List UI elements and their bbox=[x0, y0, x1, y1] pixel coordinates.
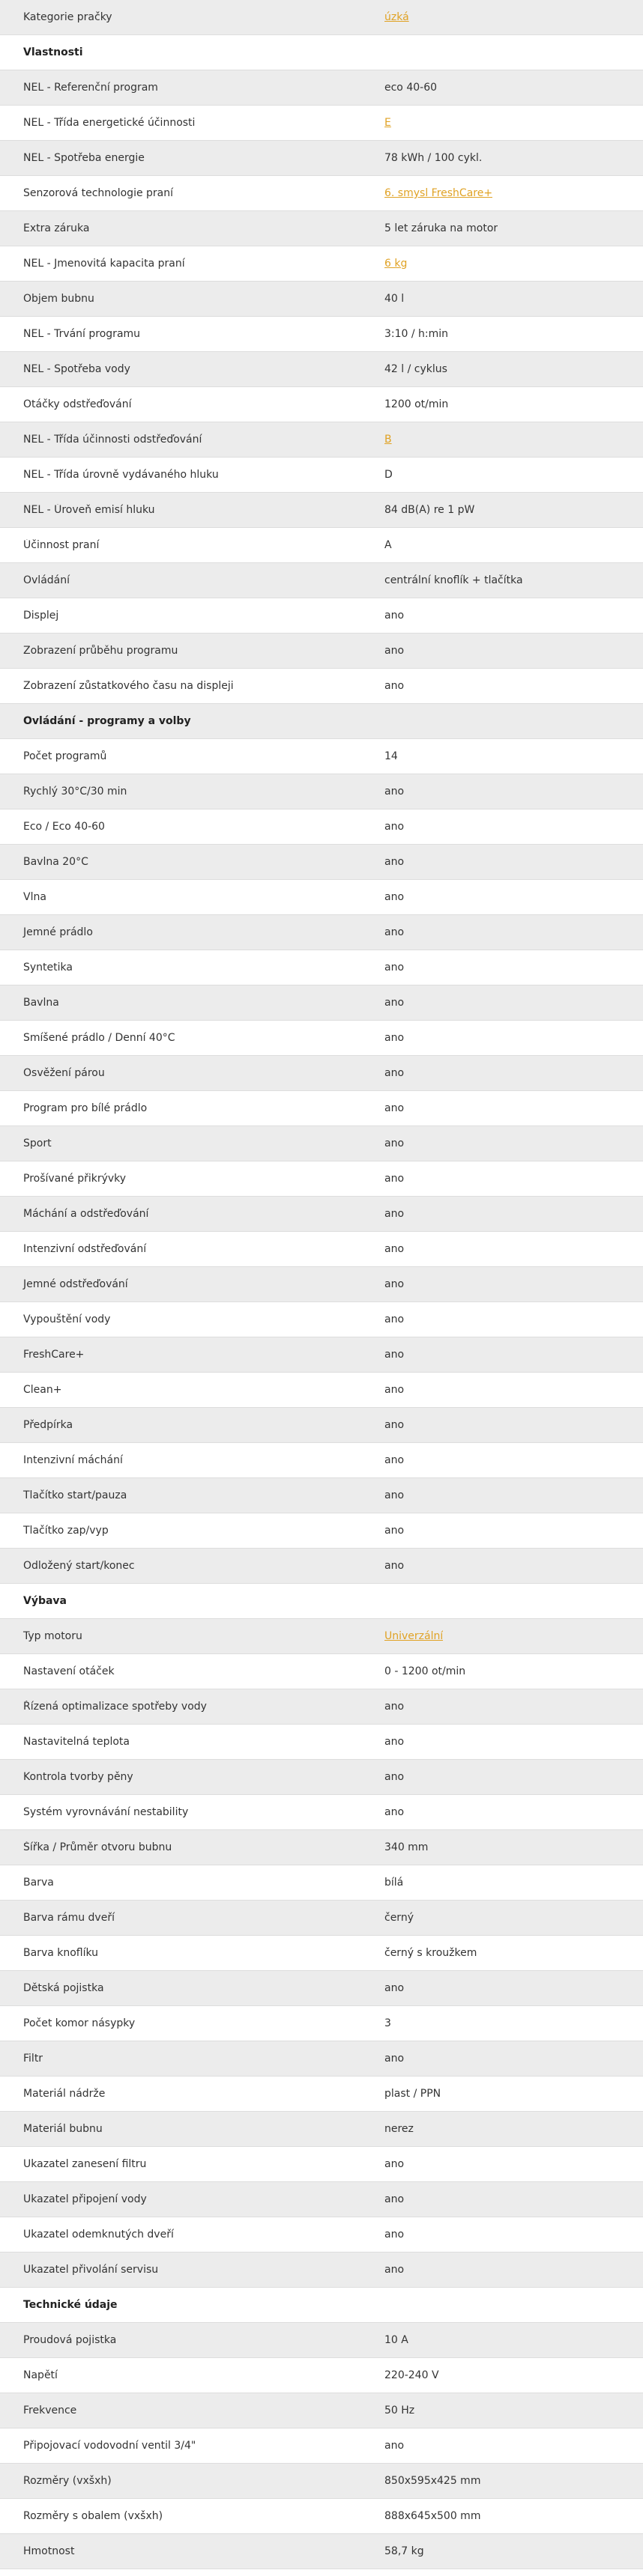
spec-value-cell: ano bbox=[384, 997, 405, 1009]
spec-label: NEL - Spotřeba vody bbox=[23, 363, 130, 375]
section-heading-row bbox=[0, 2288, 643, 2323]
spec-value-cell: ano bbox=[384, 1982, 405, 1994]
spec-value-cell: ano bbox=[384, 926, 405, 938]
spec-row bbox=[0, 2534, 643, 2569]
spec-label: Bavlna bbox=[23, 997, 59, 1009]
spec-row bbox=[0, 2323, 643, 2358]
section-heading: Vlastnosti bbox=[23, 46, 83, 58]
spec-row bbox=[0, 1936, 643, 1971]
spec-value-cell: černý s kroužkem bbox=[384, 1947, 477, 1959]
spec-value-cell: ano bbox=[384, 610, 405, 622]
spec-row bbox=[0, 1654, 643, 1689]
spec-label: Proudová pojistka bbox=[23, 2334, 117, 2346]
spec-label: NEL - Trvání programu bbox=[23, 328, 141, 340]
spec-label: Objem bubnu bbox=[23, 293, 94, 305]
spec-label: Kategorie pračky bbox=[23, 11, 112, 23]
spec-label: Osvěžení párou bbox=[23, 1067, 105, 1079]
spec-row bbox=[0, 563, 643, 598]
spec-value-cell: ano bbox=[384, 1701, 405, 1713]
spec-value-cell: ano bbox=[384, 1243, 405, 1255]
spec-label: Senzorová technologie praní bbox=[23, 187, 174, 199]
spec-row bbox=[0, 458, 643, 493]
spec-row bbox=[0, 845, 643, 880]
spec-row bbox=[0, 598, 643, 634]
spec-row bbox=[0, 1760, 643, 1795]
spec-value-cell: ano bbox=[384, 962, 405, 973]
spec-row bbox=[0, 2253, 643, 2288]
spec-row bbox=[0, 1126, 643, 1161]
spec-label: Řízená optimalizace spotřeby vody bbox=[23, 1701, 207, 1713]
spec-label: FreshCare+ bbox=[23, 1349, 85, 1361]
spec-value-cell: 42 l / cyklus bbox=[384, 363, 447, 375]
spec-value-cell: ano bbox=[384, 2264, 405, 2276]
spec-value-cell: ano bbox=[384, 891, 405, 903]
spec-label: Clean+ bbox=[23, 1384, 62, 1396]
spec-value-cell: ano bbox=[384, 2229, 405, 2241]
spec-value-cell: ano bbox=[384, 821, 405, 833]
spec-value-link[interactable]: 6 kg bbox=[384, 258, 408, 270]
spec-row bbox=[0, 739, 643, 774]
spec-label: Materiál nádrže bbox=[23, 2088, 106, 2100]
spec-row bbox=[0, 1408, 643, 1443]
spec-label: Prošívané přikrývky bbox=[23, 1173, 127, 1185]
spec-value-cell bbox=[384, 1630, 443, 1642]
spec-label: Frekvence bbox=[23, 2405, 77, 2416]
spec-label: Nastavitelná teplota bbox=[23, 1736, 130, 1748]
spec-value-cell: ano bbox=[384, 1489, 405, 1501]
spec-value-cell bbox=[384, 434, 392, 446]
spec-value-cell: 50 Hz bbox=[384, 2405, 415, 2416]
spec-row bbox=[0, 2147, 643, 2182]
spec-value-cell: 220-240 V bbox=[384, 2369, 439, 2381]
spec-row bbox=[0, 1091, 643, 1126]
spec-value-cell: ano bbox=[384, 1384, 405, 1396]
spec-row bbox=[0, 2428, 643, 2464]
spec-value-cell: 10 A bbox=[384, 2334, 408, 2346]
spec-label: Nastavení otáček bbox=[23, 1665, 115, 1677]
spec-row bbox=[0, 2217, 643, 2253]
spec-label: Sport bbox=[23, 1137, 52, 1149]
spec-row bbox=[0, 1549, 643, 1584]
spec-label: Typ motoru bbox=[23, 1630, 82, 1642]
spec-row bbox=[0, 493, 643, 528]
spec-label: NEL - Úroveň emisí hluku bbox=[23, 504, 155, 516]
spec-label: Barva knoflíku bbox=[23, 1947, 99, 1959]
spec-label: Smíšené prádlo / Denní 40°C bbox=[23, 1032, 175, 1044]
spec-value-cell: ano bbox=[384, 2053, 405, 2065]
spec-row bbox=[0, 774, 643, 809]
spec-value-cell: ano bbox=[384, 1454, 405, 1466]
spec-row bbox=[0, 1373, 643, 1408]
spec-row bbox=[0, 1443, 643, 1478]
spec-label: Vlna bbox=[23, 891, 46, 903]
spec-row bbox=[0, 634, 643, 669]
spec-label: Zobrazení zůstatkového času na displeji bbox=[23, 680, 234, 692]
spec-label: Ovládání bbox=[23, 574, 70, 586]
spec-label: Materiál bubnu bbox=[23, 2123, 103, 2135]
spec-label: Barva rámu dveří bbox=[23, 1912, 115, 1924]
spec-value-cell bbox=[384, 258, 407, 270]
spec-value-cell: 3 bbox=[384, 2017, 391, 2029]
spec-value-cell: ano bbox=[384, 1173, 405, 1185]
spec-row bbox=[0, 1971, 643, 2006]
spec-row bbox=[0, 1056, 643, 1091]
spec-row bbox=[0, 387, 643, 422]
spec-label: NEL - Třída účinnosti odstřeďování bbox=[23, 434, 202, 446]
spec-value-cell: ano bbox=[384, 1736, 405, 1748]
spec-label: Počet programů bbox=[23, 750, 107, 762]
spec-label: Intenzivní máchání bbox=[23, 1454, 123, 1466]
spec-value-cell: nerez bbox=[384, 2123, 414, 2135]
spec-value-link[interactable]: úzká bbox=[384, 11, 409, 23]
spec-value-link[interactable]: Univerzální bbox=[384, 1630, 444, 1642]
spec-row bbox=[0, 1302, 643, 1337]
spec-row bbox=[0, 1795, 643, 1830]
spec-value-cell: 40 l bbox=[384, 293, 405, 305]
spec-value-cell: eco 40-60 bbox=[384, 82, 438, 94]
spec-value-cell: bílá bbox=[384, 1877, 404, 1889]
spec-row bbox=[0, 2393, 643, 2428]
spec-label: NEL - Třída energetické účinnosti bbox=[23, 117, 196, 129]
spec-label: Jemné odstřeďování bbox=[23, 1278, 128, 1290]
spec-value-cell: ano bbox=[384, 680, 405, 692]
spec-label: Intenzivní odstřeďování bbox=[23, 1243, 147, 1255]
spec-row bbox=[0, 1689, 643, 1725]
spec-value-cell: ano bbox=[384, 645, 405, 657]
spec-value-cell: 850x595x425 mm bbox=[384, 2475, 481, 2487]
spec-label: Hmotnost bbox=[23, 2545, 75, 2557]
spec-label: Rychlý 30°C/30 min bbox=[23, 786, 127, 798]
spec-value-cell bbox=[384, 117, 391, 129]
section-heading: Ovládání - programy a volby bbox=[23, 715, 191, 727]
spec-value-cell: 58,7 kg bbox=[384, 2545, 424, 2557]
spec-row bbox=[0, 1725, 643, 1760]
spec-value-cell: 78 kWh / 100 cykl. bbox=[384, 152, 483, 164]
spec-row bbox=[0, 1197, 643, 1232]
spec-value-link[interactable]: B bbox=[384, 434, 392, 446]
spec-label: Filtr bbox=[23, 2053, 43, 2065]
spec-row bbox=[0, 2499, 643, 2534]
spec-value-cell: ano bbox=[384, 1278, 405, 1290]
spec-row bbox=[0, 1021, 643, 1056]
spec-label: Program pro bílé prádlo bbox=[23, 1102, 148, 1114]
spec-label: Zobrazení průběhu programu bbox=[23, 645, 178, 657]
spec-label: Eco / Eco 40-60 bbox=[23, 821, 105, 833]
spec-value-cell: 1200 ot/min bbox=[384, 398, 449, 410]
spec-row bbox=[0, 1478, 643, 1513]
spec-value-cell: A bbox=[384, 539, 392, 551]
spec-label: Ukazatel připojení vody bbox=[23, 2193, 147, 2205]
spec-value-cell: centrální knoflík + tlačítka bbox=[384, 574, 523, 586]
spec-label: Odložený start/konec bbox=[23, 1560, 135, 1572]
spec-row bbox=[0, 70, 643, 106]
section-heading-row bbox=[0, 704, 643, 739]
spec-value-cell bbox=[384, 187, 492, 199]
spec-value-cell: 0 - 1200 ot/min bbox=[384, 1665, 466, 1677]
spec-label: Otáčky odstřeďování bbox=[23, 398, 132, 410]
spec-row bbox=[0, 2182, 643, 2217]
spec-value-cell: ano bbox=[384, 1525, 405, 1537]
spec-value-link[interactable]: E bbox=[384, 117, 391, 129]
spec-row bbox=[0, 282, 643, 317]
spec-label: Šířka / Průměr otvoru bubnu bbox=[23, 1841, 172, 1853]
spec-value-cell: ano bbox=[384, 1032, 405, 1044]
spec-value-cell: ano bbox=[384, 1137, 405, 1149]
spec-value-cell: 14 bbox=[384, 750, 398, 762]
spec-row bbox=[0, 106, 643, 141]
spec-label: Ukazatel přivolání servisu bbox=[23, 2264, 159, 2276]
spec-row bbox=[0, 528, 643, 563]
spec-row bbox=[0, 211, 643, 246]
spec-label: Připojovací vodovodní ventil 3/4" bbox=[23, 2440, 196, 2452]
section-heading: Technické údaje bbox=[23, 2299, 118, 2311]
spec-row bbox=[0, 1619, 643, 1654]
spec-label: NEL - Spotřeba energie bbox=[23, 152, 145, 164]
spec-label: Vypouštění vody bbox=[23, 1313, 111, 1325]
spec-row bbox=[0, 1901, 643, 1936]
spec-value-cell: ano bbox=[384, 2440, 405, 2452]
spec-row bbox=[0, 880, 643, 915]
spec-label: NEL - Referenční program bbox=[23, 82, 158, 94]
spec-row bbox=[0, 2464, 643, 2499]
spec-value-cell: ano bbox=[384, 1067, 405, 1079]
spec-value-cell: ano bbox=[384, 1349, 405, 1361]
spec-value-cell: ano bbox=[384, 1560, 405, 1572]
spec-value-cell: 84 dB(A) re 1 pW bbox=[384, 504, 475, 516]
spec-label: Systém vyrovnávání nestability bbox=[23, 1806, 189, 1818]
spec-row bbox=[0, 141, 643, 176]
spec-row bbox=[0, 2112, 643, 2147]
spec-row bbox=[0, 2006, 643, 2041]
spec-label: Máchání a odstřeďování bbox=[23, 1208, 149, 1220]
spec-row bbox=[0, 950, 643, 985]
spec-label: Bavlna 20°C bbox=[23, 856, 88, 868]
spec-label: Barva bbox=[23, 1877, 54, 1889]
spec-row bbox=[0, 246, 643, 282]
spec-row bbox=[0, 422, 643, 458]
spec-label: NEL - Třída úrovně vydávaného hluku bbox=[23, 469, 219, 481]
spec-value-cell: ano bbox=[384, 2158, 405, 2170]
spec-row bbox=[0, 352, 643, 387]
spec-label: Syntetika bbox=[23, 962, 73, 973]
spec-row bbox=[0, 317, 643, 352]
spec-label: Dětská pojistka bbox=[23, 1982, 104, 1994]
spec-row bbox=[0, 176, 643, 211]
spec-label: Napětí bbox=[23, 2369, 58, 2381]
spec-value-cell: ano bbox=[384, 786, 405, 798]
section-heading-row bbox=[0, 35, 643, 70]
spec-row bbox=[0, 669, 643, 704]
spec-label: Počet komor násypky bbox=[23, 2017, 136, 2029]
spec-value-cell bbox=[384, 11, 409, 23]
spec-label: Ukazatel zanesení filtru bbox=[23, 2158, 147, 2170]
spec-value-cell: 5 let záruka na motor bbox=[384, 222, 498, 234]
spec-row bbox=[0, 1865, 643, 1901]
spec-row bbox=[0, 2358, 643, 2393]
spec-label: Tlačítko start/pauza bbox=[23, 1489, 127, 1501]
spec-label: Rozměry s obalem (vxšxh) bbox=[23, 2510, 163, 2522]
spec-row bbox=[0, 1232, 643, 1267]
spec-value-cell: plast / PPN bbox=[384, 2088, 441, 2100]
spec-value-cell: ano bbox=[384, 2193, 405, 2205]
spec-label: Ukazatel odemknutých dveří bbox=[23, 2229, 174, 2241]
spec-value-cell: ano bbox=[384, 1419, 405, 1431]
spec-label: Tlačítko zap/vyp bbox=[23, 1525, 109, 1537]
spec-row bbox=[0, 1513, 643, 1549]
spec-value-cell: D bbox=[384, 469, 393, 481]
spec-value-cell: ano bbox=[384, 1771, 405, 1783]
spec-value-cell: 340 mm bbox=[384, 1841, 429, 1853]
spec-label: Extra záruka bbox=[23, 222, 90, 234]
spec-row bbox=[0, 1161, 643, 1197]
spec-value-link[interactable]: 6. smysl FreshCare+ bbox=[384, 187, 493, 199]
spec-value-cell: ano bbox=[384, 1102, 405, 1114]
spec-row bbox=[0, 2077, 643, 2112]
spec-row bbox=[0, 915, 643, 950]
spec-label: Předpírka bbox=[23, 1419, 73, 1431]
spec-value-cell: černý bbox=[384, 1912, 414, 1924]
spec-label: Displej bbox=[23, 610, 59, 622]
spec-label: Rozměry (vxšxh) bbox=[23, 2475, 112, 2487]
spec-value-cell: ano bbox=[384, 1806, 405, 1818]
spec-label: Jemné prádlo bbox=[23, 926, 93, 938]
spec-row bbox=[0, 809, 643, 845]
section-heading: Výbava bbox=[23, 1595, 67, 1607]
spec-value-cell: ano bbox=[384, 1313, 405, 1325]
spec-row bbox=[0, 985, 643, 1021]
spec-value-cell: 3:10 / h:min bbox=[384, 328, 449, 340]
spec-row bbox=[0, 2041, 643, 2077]
spec-row bbox=[0, 0, 643, 35]
spec-row bbox=[0, 1830, 643, 1865]
spec-value-cell: 888x645x500 mm bbox=[384, 2510, 481, 2522]
spec-row bbox=[0, 1337, 643, 1373]
spec-label: NEL - Jmenovitá kapacita praní bbox=[23, 258, 185, 270]
spec-row bbox=[0, 1267, 643, 1302]
section-heading-row bbox=[0, 1584, 643, 1619]
spec-label: Účinnost praní bbox=[23, 539, 100, 551]
spec-value-cell: ano bbox=[384, 1208, 405, 1220]
spec-value-cell: ano bbox=[384, 856, 405, 868]
spec-label: Kontrola tvorby pěny bbox=[23, 1771, 133, 1783]
